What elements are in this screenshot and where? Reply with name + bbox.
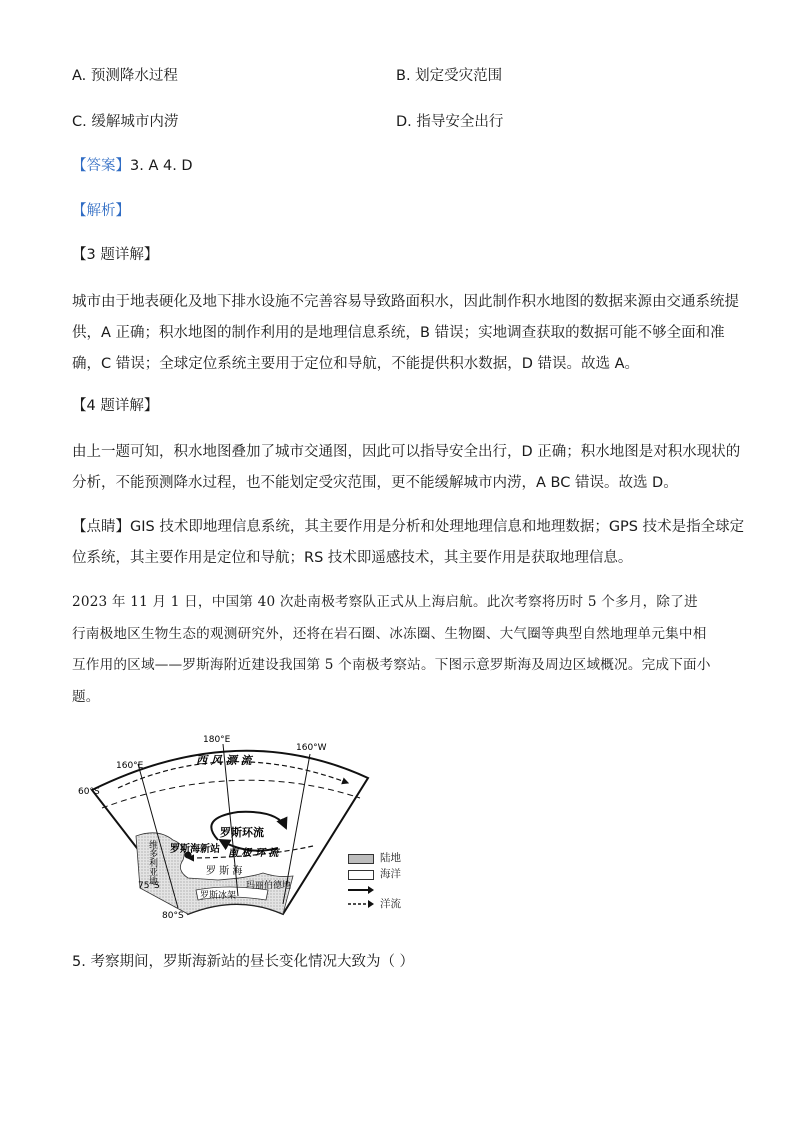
legend-ocean-label: 海洋 xyxy=(380,868,401,880)
ross-gyre-label: 罗斯环流 xyxy=(220,826,264,839)
west-wind-drift-label: 西 风 漂 流 xyxy=(196,754,252,767)
legend-boundary xyxy=(348,884,438,896)
ross-sea-label: 罗 斯 海 xyxy=(206,866,243,877)
q3-heading: 【3 题详解】 xyxy=(72,247,159,263)
tip-line: 位系统，其主要作用是定位和导航；RS 技术即遥感技术，其主要作用是获取地理信息。 xyxy=(72,550,633,566)
legend-current-label: 洋流 xyxy=(380,898,401,910)
legend-land-label: 陆地 xyxy=(380,852,401,864)
lat-label: 60°S xyxy=(78,787,100,797)
option-c: C. 缓解城市内涝 xyxy=(72,114,179,130)
intro-line: 2023 年 11 月 1 日，中国第 40 次赴南极考察队正式从上海启航。此次考察将历时 5 个多月，除了进 xyxy=(72,594,698,610)
q4-heading: 【4 题详解】 xyxy=(72,398,159,414)
q4-explanation xyxy=(72,437,741,499)
lon-label: 180°E xyxy=(203,735,231,745)
question-5: 5. 考察期间，罗斯海新站的昼长变化情况大致为（ ） xyxy=(72,954,415,970)
analysis-label: 【解析】 xyxy=(72,203,130,219)
tip-note xyxy=(72,512,745,574)
q4-line: 分析，不能预测降水过程，也不能划定受灾范围，更不能缓解城市内涝，A BC 错误。故选 D。 xyxy=(72,475,678,491)
legend-ocean xyxy=(348,868,438,880)
tip-line: 【点睛】GIS 技术即地理信息系统，其主要作用是分析和处理地理信息和地理数据；GPS 技术是指全球定 xyxy=(72,519,745,535)
option-b: B. 划定受灾范围 xyxy=(396,68,503,84)
victoria-land-label: 维多利亚地 xyxy=(147,840,157,885)
lat-label: 80°S xyxy=(162,911,184,921)
lon-label: 160°W xyxy=(296,743,327,753)
ocean-swatch xyxy=(348,870,374,880)
ross-ice-shelf-label: 罗斯冰架 xyxy=(200,891,237,901)
q3-line: 城市由于地表硬化及地下排水设施不完善容易导致路面积水，因此制作积水地图的数据来源由交通系统提 xyxy=(72,294,739,310)
answer-line xyxy=(72,156,193,176)
lon-label: 160°E xyxy=(116,761,144,771)
answer-value: 3. A 4. D xyxy=(130,158,193,174)
current-arrow-icon xyxy=(348,898,374,910)
answer-label: 【答案】 xyxy=(72,158,130,174)
marie-byrd-land-label: 玛丽伯德地 xyxy=(246,881,292,891)
map-legend xyxy=(348,852,438,908)
option-d: D. 指导安全出行 xyxy=(396,114,504,130)
q3-explanation xyxy=(72,287,739,380)
q3-line: 确，C 错误；全球定位系统主要用于定位和导航，不能提供积水数据，D 错误。故选 A。 xyxy=(72,356,640,372)
legend-current xyxy=(348,898,438,910)
q4-line: 由上一题可知，积水地图叠加了城市交通图，因此可以指导安全出行，D 正确；积水地图是对积水现状的 xyxy=(72,444,741,460)
legend-land xyxy=(348,852,438,864)
station-label: 罗斯海新站 xyxy=(170,844,220,855)
lat-label: 75°S xyxy=(138,881,160,891)
intro-line: 互作用的区域——罗斯海附近建设我国第 5 个南极考察站。下图示意罗斯海及周边区域概况。完成下面小 xyxy=(72,657,711,673)
boundary-arrow-icon xyxy=(348,884,374,896)
intro-line: 题。 xyxy=(72,688,100,705)
intro-line: 行南极地区生物生态的观测研究外，还将在岩石圈、冰冻圈、生物圈、大气圈等典型自然地理单元集中相 xyxy=(72,625,707,642)
coastal-current-label: 南 极 环 流 xyxy=(228,848,279,859)
land-swatch xyxy=(348,854,374,864)
q3-line: 供，A 正确；积水地图的制作利用的是地理信息系统，B 错误；实地调查获取的数据可能不够全面和准 xyxy=(72,325,725,341)
intro-paragraph xyxy=(72,587,726,713)
option-a: A. 预测降水过程 xyxy=(72,68,178,84)
